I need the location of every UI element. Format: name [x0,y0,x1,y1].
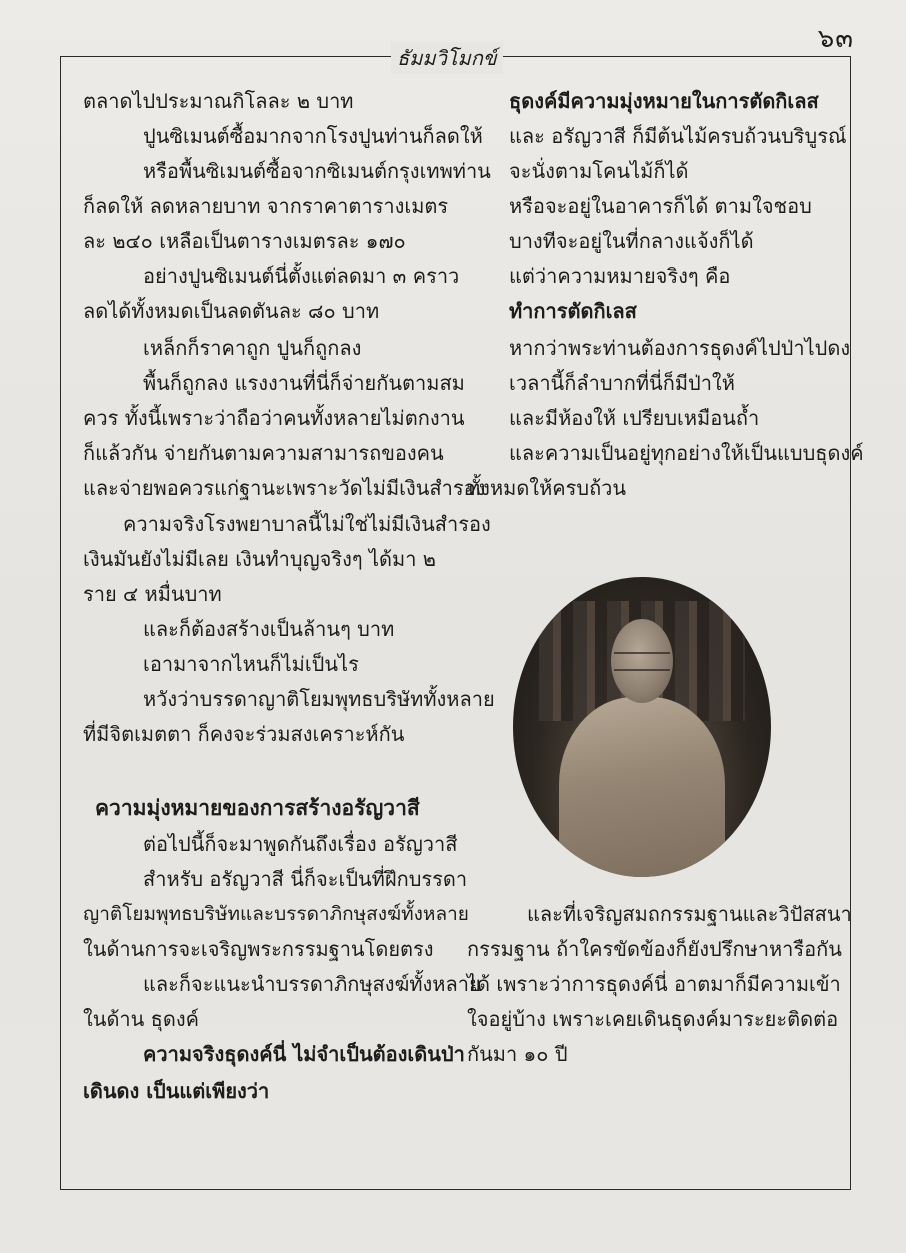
left-line-8: เหล็กก็ราคาถูก ปูนก็ถูกลง [143,336,362,360]
right-line-15: ได้ เพราะว่าการธุดงค์นี่ อาตมาก็มีความเข้า [467,972,841,996]
right-line-7: ทำการตัดกิเลส [509,299,637,323]
left-line-9: พื้นก็ถูกลง แรงงานที่นี่ก็จ่ายกันตามสม [143,371,465,395]
left-line-16: และก็ต้องสร้างเป็นล้านๆ บาท [143,617,395,641]
right-line-3: จะนั่งตามโคนไม้ก็ได้ [509,159,689,183]
left-line-3: หรือพื้นซิเมนต์ซื้อจากซิเมนต์กรุงเทพท่าน [143,159,491,183]
left-line-27: ความจริงธุดงค์นี่ ไม่จำเป็นต้องเดินป่า [143,1042,465,1066]
right-line-8: หากว่าพระท่านต้องการธุดงค์ไปป่าไปดง [509,336,851,360]
text-frame [60,46,864,1190]
right-line-2: และ อรัญวาสี ก็มีต้นไม้ครบถ้วนบริบูรณ์ [509,124,847,148]
left-line-2: ปูนซิเมนต์ซื้อมากจากโรงปูนท่านก็ลดให้ [143,124,483,148]
left-line-19: ที่มีจิตเมตตา ก็คงจะร่วมสงเคราะห์กัน [83,722,405,746]
section-heading: ความมุ่งหมายของการสร้างอรัญวาสี [95,795,420,820]
right-line-14: กรรมฐาน ถ้าใครขัดข้องก็ยังปรึกษาหารือกัน [467,937,842,961]
left-line-24: ในด้านการจะเจริญพระกรรมฐานโดยตรง [83,937,434,961]
left-line-28: เดินดง เป็นแต่เพียงว่า [83,1079,270,1103]
left-line-13: ความจริงโรงพยาบาลนี้ไม่ใช่ไม่มีเงินสำรอง [123,512,491,536]
right-line-4: หรือจะอยู่ในอาคารก็ได้ ตามใจชอบ [509,194,812,218]
left-line-12: และจ่ายพอควรแก่ฐานะเพราะวัดไม่มีเงินสำรอง [83,476,486,500]
left-line-17: เอามาจากไหนก็ไม่เป็นไร [143,652,359,676]
left-line-7: ลดได้ทั้งหมดเป็นลดตันละ ๘๐ บาท [83,299,380,323]
left-line-4: ก็ลดให้ ลดหลายบาท จากราคาตารางเมตร [83,194,449,218]
right-line-1: ธุดงค์มีความมุ่งหมายในการตัดกิเลส [509,89,819,113]
left-line-10: ควร ทั้งนี้เพราะว่าถือว่าคนทั้งหลายไม่ตกงาน [83,406,465,430]
left-line-15: ราย ๔ หมื่นบาท [83,582,222,606]
left-line-14: เงินมันยังไม่มีเลย เงินทำบุญจริงๆ ได้มา ๒ [83,547,436,571]
page-number: ๖๓ [817,24,854,54]
right-line-17: กันมา ๑๐ ปี [467,1042,568,1066]
right-line-5: บางทีจะอยู่ในที่กลางแจ้งก็ได้ [509,229,754,253]
right-line-10: และมีห้องให้ เปรียบเหมือนถ้ำ [509,406,760,430]
left-line-1: ตลาดไปประมาณกิโลละ ๒ บาท [83,89,354,113]
right-line-16: ใจอยู่บ้าง เพราะเคยเดินธุดงค์มาระยะติดต่อ [467,1007,839,1031]
photo-oval [513,577,771,877]
running-head: ธัมมวิโมกข์ [391,42,503,74]
right-line-11: และความเป็นอยู่ทุกอย่างให้เป็นแบบธุดงค์ [509,441,864,465]
right-line-9: เวลานี้ก็ลำบากที่นี่ก็มีป่าให้ [509,371,735,395]
left-line-18: หวังว่าบรรดาญาติโยมพุทธบริษัททั้งหลาย [143,687,495,711]
left-line-6: อย่างปูนซิเมนต์นี่ตั้งแต่ลดมา ๓ คราว [143,264,460,288]
left-line-11: ก็แล้วกัน จ่ายกันตามความสามารถของคน [83,441,444,465]
left-line-22: สำหรับ อรัญวาสี นี่ก็จะเป็นที่ฝึกบรรดา [143,867,468,891]
right-line-13: และที่เจริญสมถกรรมฐานและวิปัสสนา [527,902,852,926]
left-line-26: ในด้าน ธุดงค์ [83,1007,200,1031]
right-line-6: แต่ว่าความหมายจริงๆ คือ [509,264,731,288]
left-line-23: ญาติโยมพุทธบริษัทและบรรดาภิกษุสงฆ์ทั้งหลาย [83,903,469,925]
monk-portrait-photo [513,577,771,877]
left-line-21: ต่อไปนี้ก็จะมาพูดกันถึงเรื่อง อรัญวาสี [143,832,458,856]
right-line-12: ทั้งหมดให้ครบถ้วน [467,476,627,500]
left-line-5: ละ ๒๔๐ เหลือเป็นตารางเมตรละ ๑๗๐ [83,229,406,253]
left-line-25: และก็จะแนะนำบรรดาภิกษุสงฆ์ทั้งหลาย [143,972,481,996]
